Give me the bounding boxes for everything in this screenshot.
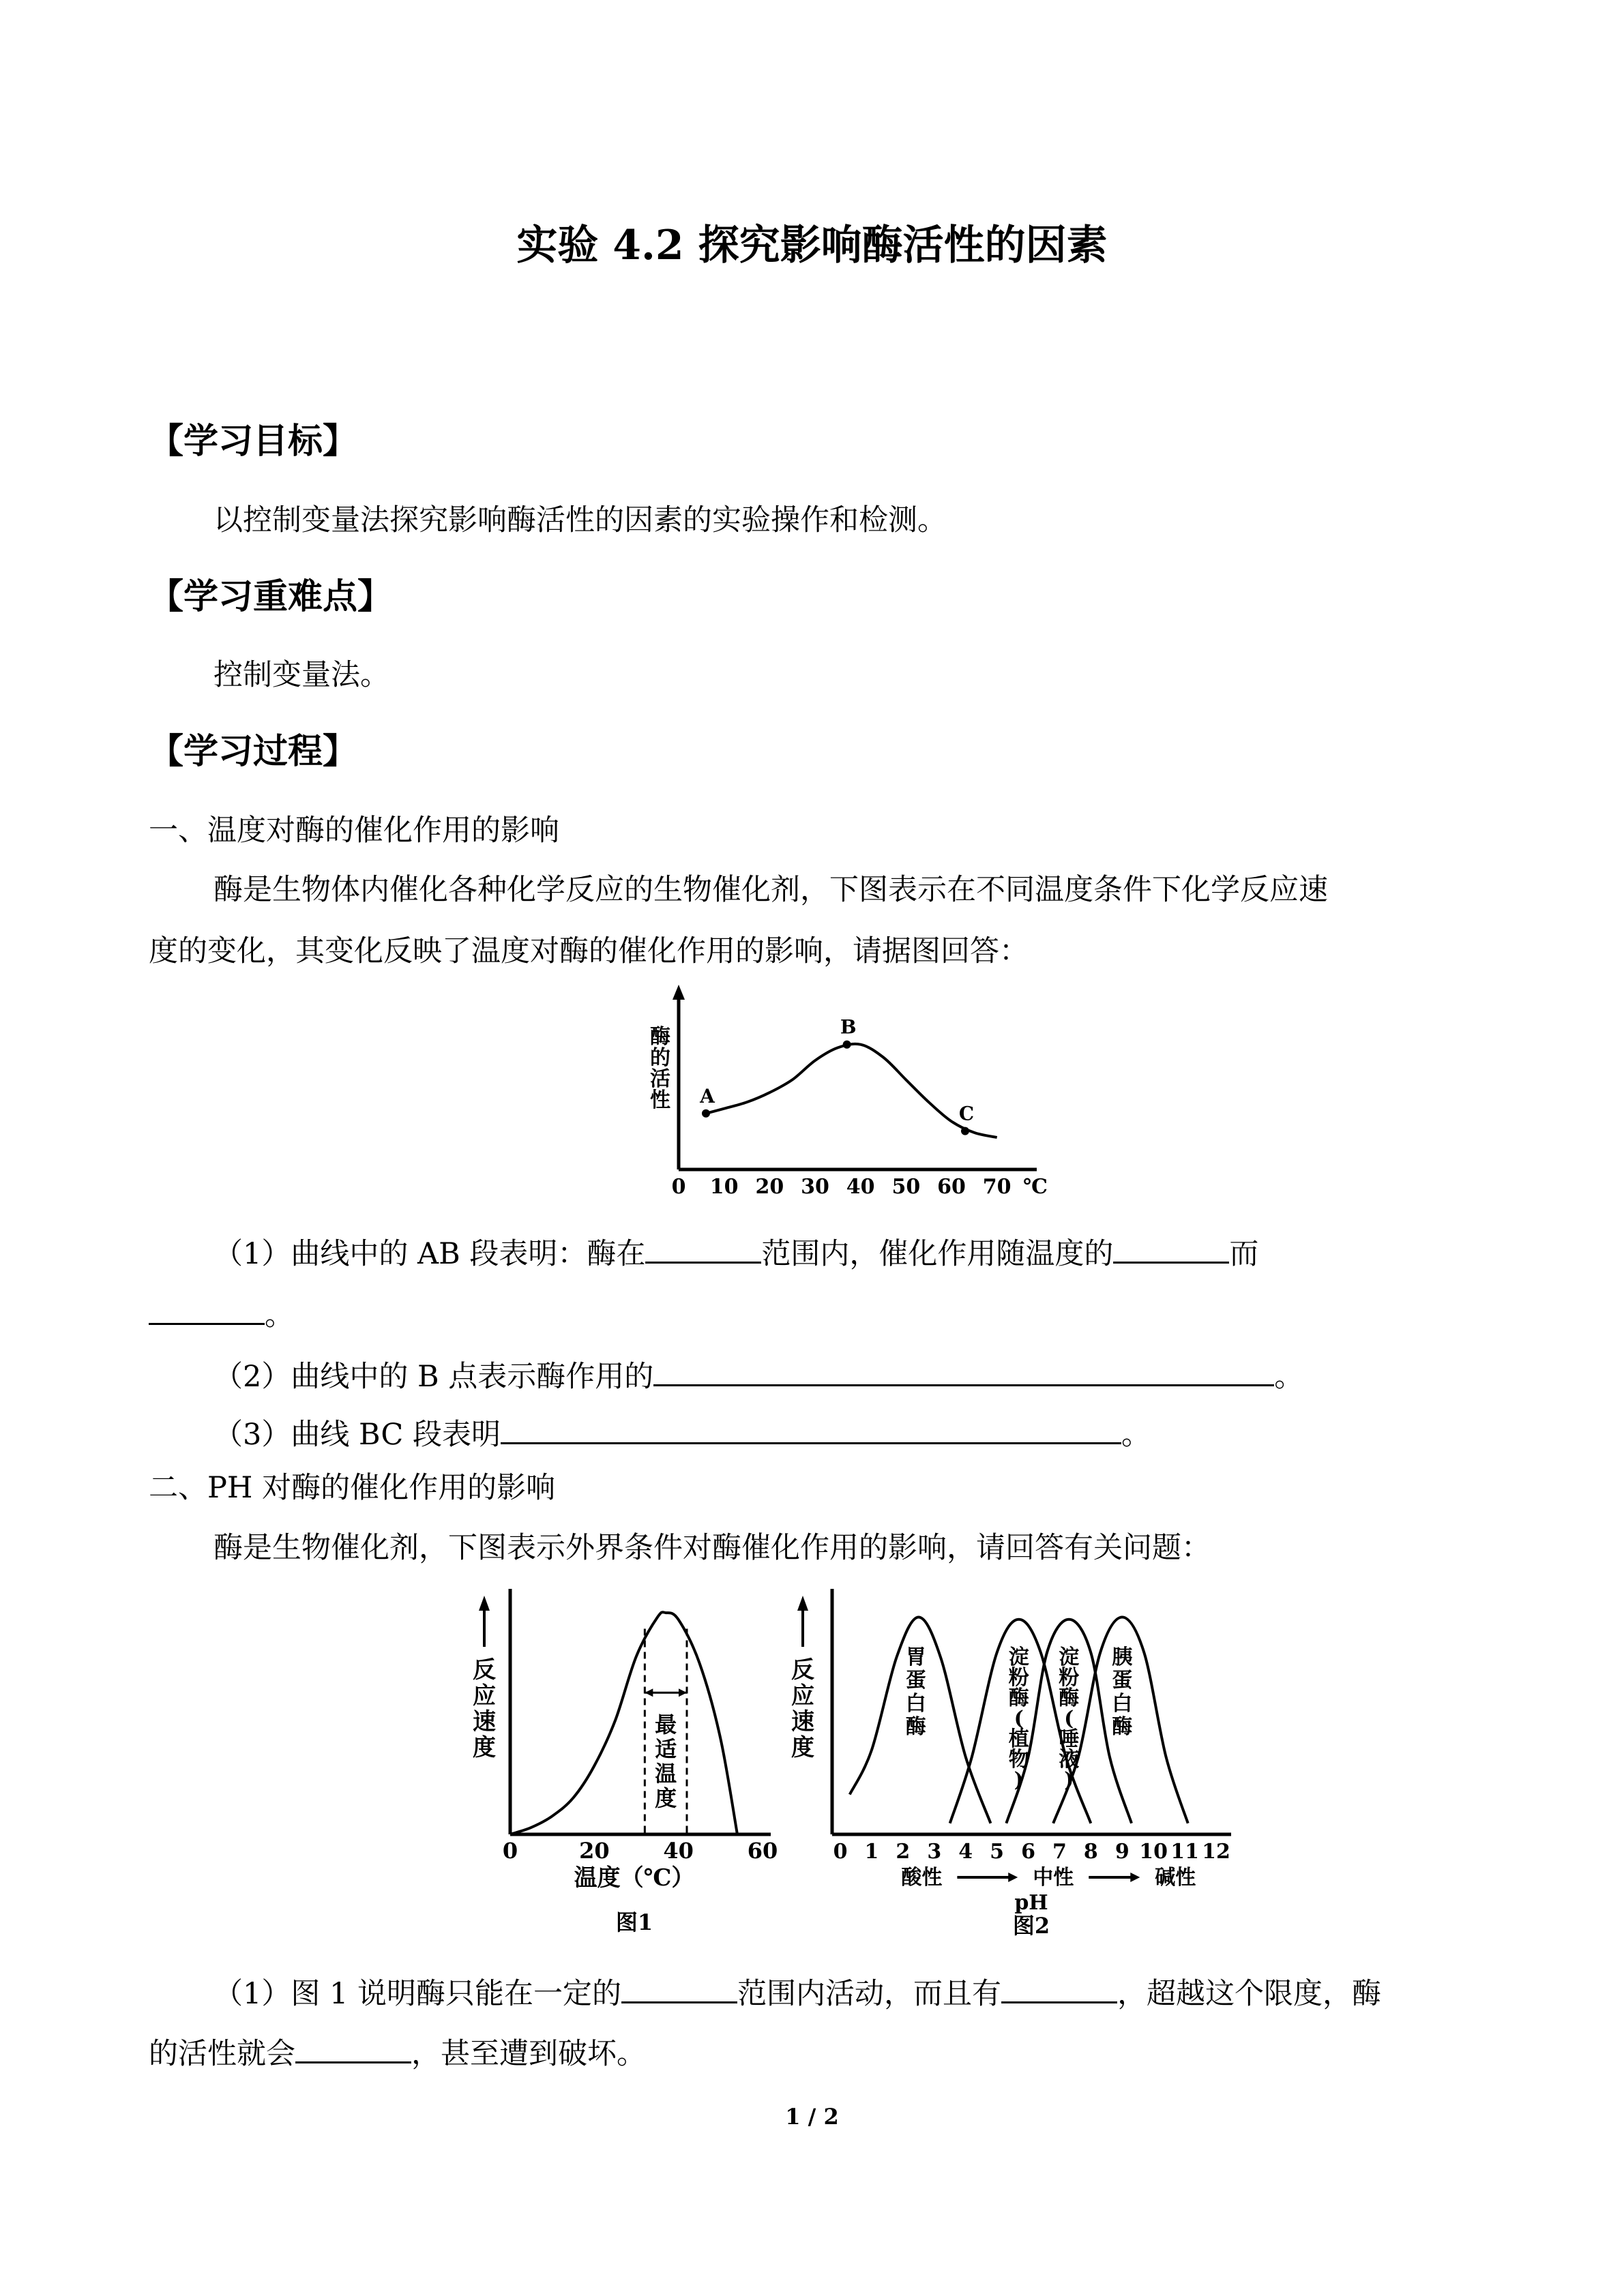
- q2-text-a: （2）曲线中的 B 点表示酶作用的: [213, 1360, 654, 1395]
- chart1-x-tick-label: 10: [709, 1175, 739, 1199]
- fig1-opt-arrow-right: [679, 1688, 687, 1697]
- section-heading-key-points: 【学习重难点】: [149, 577, 393, 617]
- q3-text-a: （3）曲线 BC 段表明: [213, 1418, 501, 1452]
- fig1-annotation: [655, 1712, 677, 1811]
- y-label-char: 温: [655, 1761, 677, 1787]
- fig2-series-label-char: 酶: [1112, 1715, 1133, 1739]
- fig1-opt-arrow-left: [645, 1688, 653, 1697]
- fig2-x-tick-label: 2: [896, 1840, 911, 1864]
- fig2-caption-arrow-head: [1008, 1873, 1018, 1882]
- fig1-x-tick-label: 20: [579, 1838, 610, 1864]
- chart1-point-label: B: [840, 1015, 857, 1039]
- y-label-char: 性: [650, 1088, 670, 1112]
- y-label-char: 度: [473, 1734, 496, 1761]
- y-label-char: 的: [650, 1046, 670, 1070]
- temperature-activity-chart: [634, 982, 1057, 1200]
- fig2-caption-word: 酸性: [901, 1866, 943, 1890]
- chart1-x-tick-label: 60: [937, 1175, 966, 1199]
- p2q1-text-d: 的活性就会: [149, 2037, 295, 2072]
- fig2-acid-neutral-base-caption: [901, 1866, 1196, 1890]
- fig2-series-label-char: 酶: [1059, 1686, 1080, 1710]
- q1-text-c: 而: [1229, 1237, 1259, 1272]
- figure1-temperature-chart: [450, 1575, 791, 1943]
- y-label-char: 最: [655, 1712, 677, 1738]
- q1-blank-change[interactable]: [1113, 1231, 1229, 1264]
- fig2-series-label-char: 白: [905, 1692, 926, 1716]
- fig2-caption-word: 碱性: [1155, 1866, 1196, 1890]
- fig2-series-label-char: ): [1014, 1768, 1024, 1792]
- chart1-x-tick-label: 30: [801, 1175, 829, 1199]
- y-label-char: 反: [791, 1656, 814, 1684]
- chart1-activity-curve: [706, 1044, 997, 1137]
- q1-text-d: 。: [265, 1298, 294, 1333]
- y-label-char: 应: [791, 1682, 814, 1710]
- fig2-series-label-char: 粉: [1059, 1666, 1080, 1690]
- y-label-char: 应: [473, 1682, 496, 1710]
- section-heading-process: 【学习过程】: [149, 732, 358, 772]
- p2q1-blank-range[interactable]: [621, 1971, 737, 2003]
- y-label-char: 活: [650, 1067, 670, 1091]
- chart1-x-tick-label: 40: [846, 1175, 875, 1199]
- fig1-x-tick-label: 60: [747, 1838, 778, 1864]
- fig1-y-label: [473, 1656, 496, 1761]
- page-number: 1 / 2: [785, 2104, 839, 2130]
- chart1-y-label: [650, 1025, 670, 1112]
- y-label-char: 适: [655, 1736, 677, 1762]
- fig2-title: 图2: [1012, 1913, 1050, 1939]
- q2-blank[interactable]: [653, 1354, 1274, 1386]
- fig2-series-label-char: 淀: [1059, 1645, 1080, 1669]
- part1-intro-line2: 度的变化，其变化反映了温度对酶的催化作用的影响，请据图回答：: [149, 934, 1029, 968]
- p2q1-text-e: ，甚至遭到破坏。: [411, 2037, 646, 2072]
- y-label-char: 酶: [650, 1025, 670, 1049]
- fig2-series-label-char: (: [1064, 1707, 1074, 1731]
- fig2-series-label-char: (: [1014, 1707, 1024, 1731]
- chart1-point-b: [843, 1041, 851, 1049]
- fig1-x-tick-label: 40: [663, 1838, 694, 1864]
- fig2-x-tick-label: 8: [1083, 1840, 1098, 1864]
- fig2-series-label-char: 酶: [1008, 1686, 1029, 1710]
- fig2-series-label-char: 酶: [905, 1715, 926, 1739]
- q3-text-b: 。: [1121, 1418, 1151, 1452]
- chart1-point-label: A: [700, 1084, 715, 1107]
- fig1-x-label: 温度（℃）: [574, 1864, 695, 1892]
- y-label-char: 度: [791, 1734, 814, 1761]
- y-label-char: 反: [473, 1656, 496, 1684]
- chart1-x-tick-label: 70: [982, 1175, 1012, 1199]
- fig2-series-label-char: 蛋: [905, 1669, 926, 1693]
- part2-intro: 酶是生物催化剂，下图表示外界条件对酶催化作用的影响，请回答有关问题：: [213, 1531, 1211, 1565]
- q2-text-b: 。: [1274, 1360, 1304, 1395]
- fig1-title: 图1: [615, 1909, 653, 1935]
- chart1-point-a: [702, 1109, 710, 1118]
- fig2-series-label-char: 植: [1008, 1727, 1029, 1751]
- part2-heading: 二、PH 对酶的催化作用的影响: [149, 1471, 556, 1505]
- y-label-char: 速: [791, 1708, 814, 1735]
- fig2-series-label-char: 胰: [1112, 1645, 1133, 1669]
- chart1-x-tick-label: 0: [671, 1175, 686, 1199]
- section-heading-objectives: 【学习目标】: [149, 421, 358, 462]
- fig2-caption-word: 中性: [1033, 1866, 1074, 1890]
- chart1-x-tick-label: 50: [891, 1175, 921, 1199]
- fig2-x-tick-label: 3: [927, 1840, 942, 1864]
- fig1-axes: [479, 1589, 771, 1834]
- fig2-series-label-char: 物: [1008, 1748, 1029, 1772]
- fig2-caption-arrow-head: [1130, 1873, 1140, 1882]
- q1-text-b: 范围内，催化作用随温度的: [761, 1237, 1114, 1272]
- part1-question3: [213, 1412, 1151, 1453]
- fig1-x-tick-label: 0: [502, 1838, 518, 1864]
- q1-text-a: （1）曲线中的 AB 段表明：酶在: [213, 1237, 646, 1272]
- part2-question1-cont: [149, 2031, 646, 2072]
- chart1-axes: [673, 985, 1037, 1169]
- fig2-x-label: pH: [1014, 1891, 1048, 1915]
- fig2-x-tick-label: 7: [1052, 1840, 1067, 1864]
- part1-intro-line1: 酶是生物体内催化各种化学反应的生物催化剂，下图表示在不同温度条件下化学反应速: [213, 873, 1328, 907]
- fig2-series-label-char: 液: [1059, 1748, 1080, 1772]
- chart1-x-tick-label: 20: [755, 1175, 784, 1199]
- fig2-series-label-char: 蛋: [1112, 1669, 1133, 1693]
- key-points-text: 控制变量法。: [213, 658, 389, 692]
- fig2-x-tick-label: 6: [1021, 1840, 1035, 1864]
- y-label-char: 度: [655, 1785, 677, 1811]
- fig2-series-label-char: 粉: [1008, 1666, 1029, 1690]
- fig2-series-label-char: 淀: [1008, 1645, 1029, 1669]
- fig2-series-label-char: 白: [1112, 1692, 1133, 1716]
- fig2-series-label-char: 胃: [905, 1645, 926, 1669]
- fig2-x-tick-label: 11: [1170, 1840, 1199, 1864]
- fig2-x-tick-label: 1: [864, 1840, 879, 1864]
- p2q1-text-a: （1）图 1 说明酶只能在一定的: [213, 1977, 622, 2012]
- fig2-x-tick-label: 5: [990, 1840, 1005, 1864]
- chart1-x-unit: ℃: [1023, 1175, 1048, 1199]
- fig2-x-tick-label: 9: [1114, 1840, 1130, 1864]
- y-label-char: 速: [473, 1708, 496, 1735]
- fig2-x-tick-label: 4: [958, 1840, 973, 1864]
- chart1-point-c: [961, 1127, 969, 1135]
- figure2-ph-chart: [778, 1575, 1241, 1943]
- part2-question1: [213, 1971, 1381, 2012]
- q3-blank[interactable]: [501, 1412, 1121, 1444]
- p2q1-text-c: ，超越这个限度，酶: [1117, 1977, 1382, 2012]
- p2q1-text-b: 范围内活动，而且有: [737, 1977, 1002, 2012]
- p2q1-blank-optimum[interactable]: [1001, 1971, 1117, 2003]
- fig2-x-tick-label: 10: [1139, 1840, 1168, 1864]
- fig1-rate-curve: [510, 1612, 737, 1834]
- chart1-point-label: C: [958, 1102, 975, 1125]
- p2q1-blank-decrease[interactable]: [295, 2031, 411, 2063]
- fig2-x-tick-label: 12: [1202, 1840, 1230, 1864]
- fig2-y-label: [791, 1656, 814, 1761]
- fig2-series-label-char: 唾: [1059, 1727, 1080, 1751]
- fig2-x-tick-label: 0: [833, 1840, 848, 1864]
- page-title: 实验 4.2 探究影响酶活性的因素: [516, 222, 1108, 269]
- part1-question1-cont: [149, 1292, 294, 1334]
- fig2-series-label-char: ): [1064, 1768, 1074, 1792]
- part1-question1: [213, 1231, 1258, 1272]
- q1-blank-range[interactable]: [645, 1231, 761, 1264]
- part1-question2: [213, 1354, 1303, 1395]
- objectives-text: 以控制变量法探究影响酶活性的因素的实验操作和检测。: [213, 503, 947, 537]
- q1-blank-trend[interactable]: [149, 1292, 265, 1325]
- part1-heading: 一、温度对酶的催化作用的影响: [149, 814, 559, 848]
